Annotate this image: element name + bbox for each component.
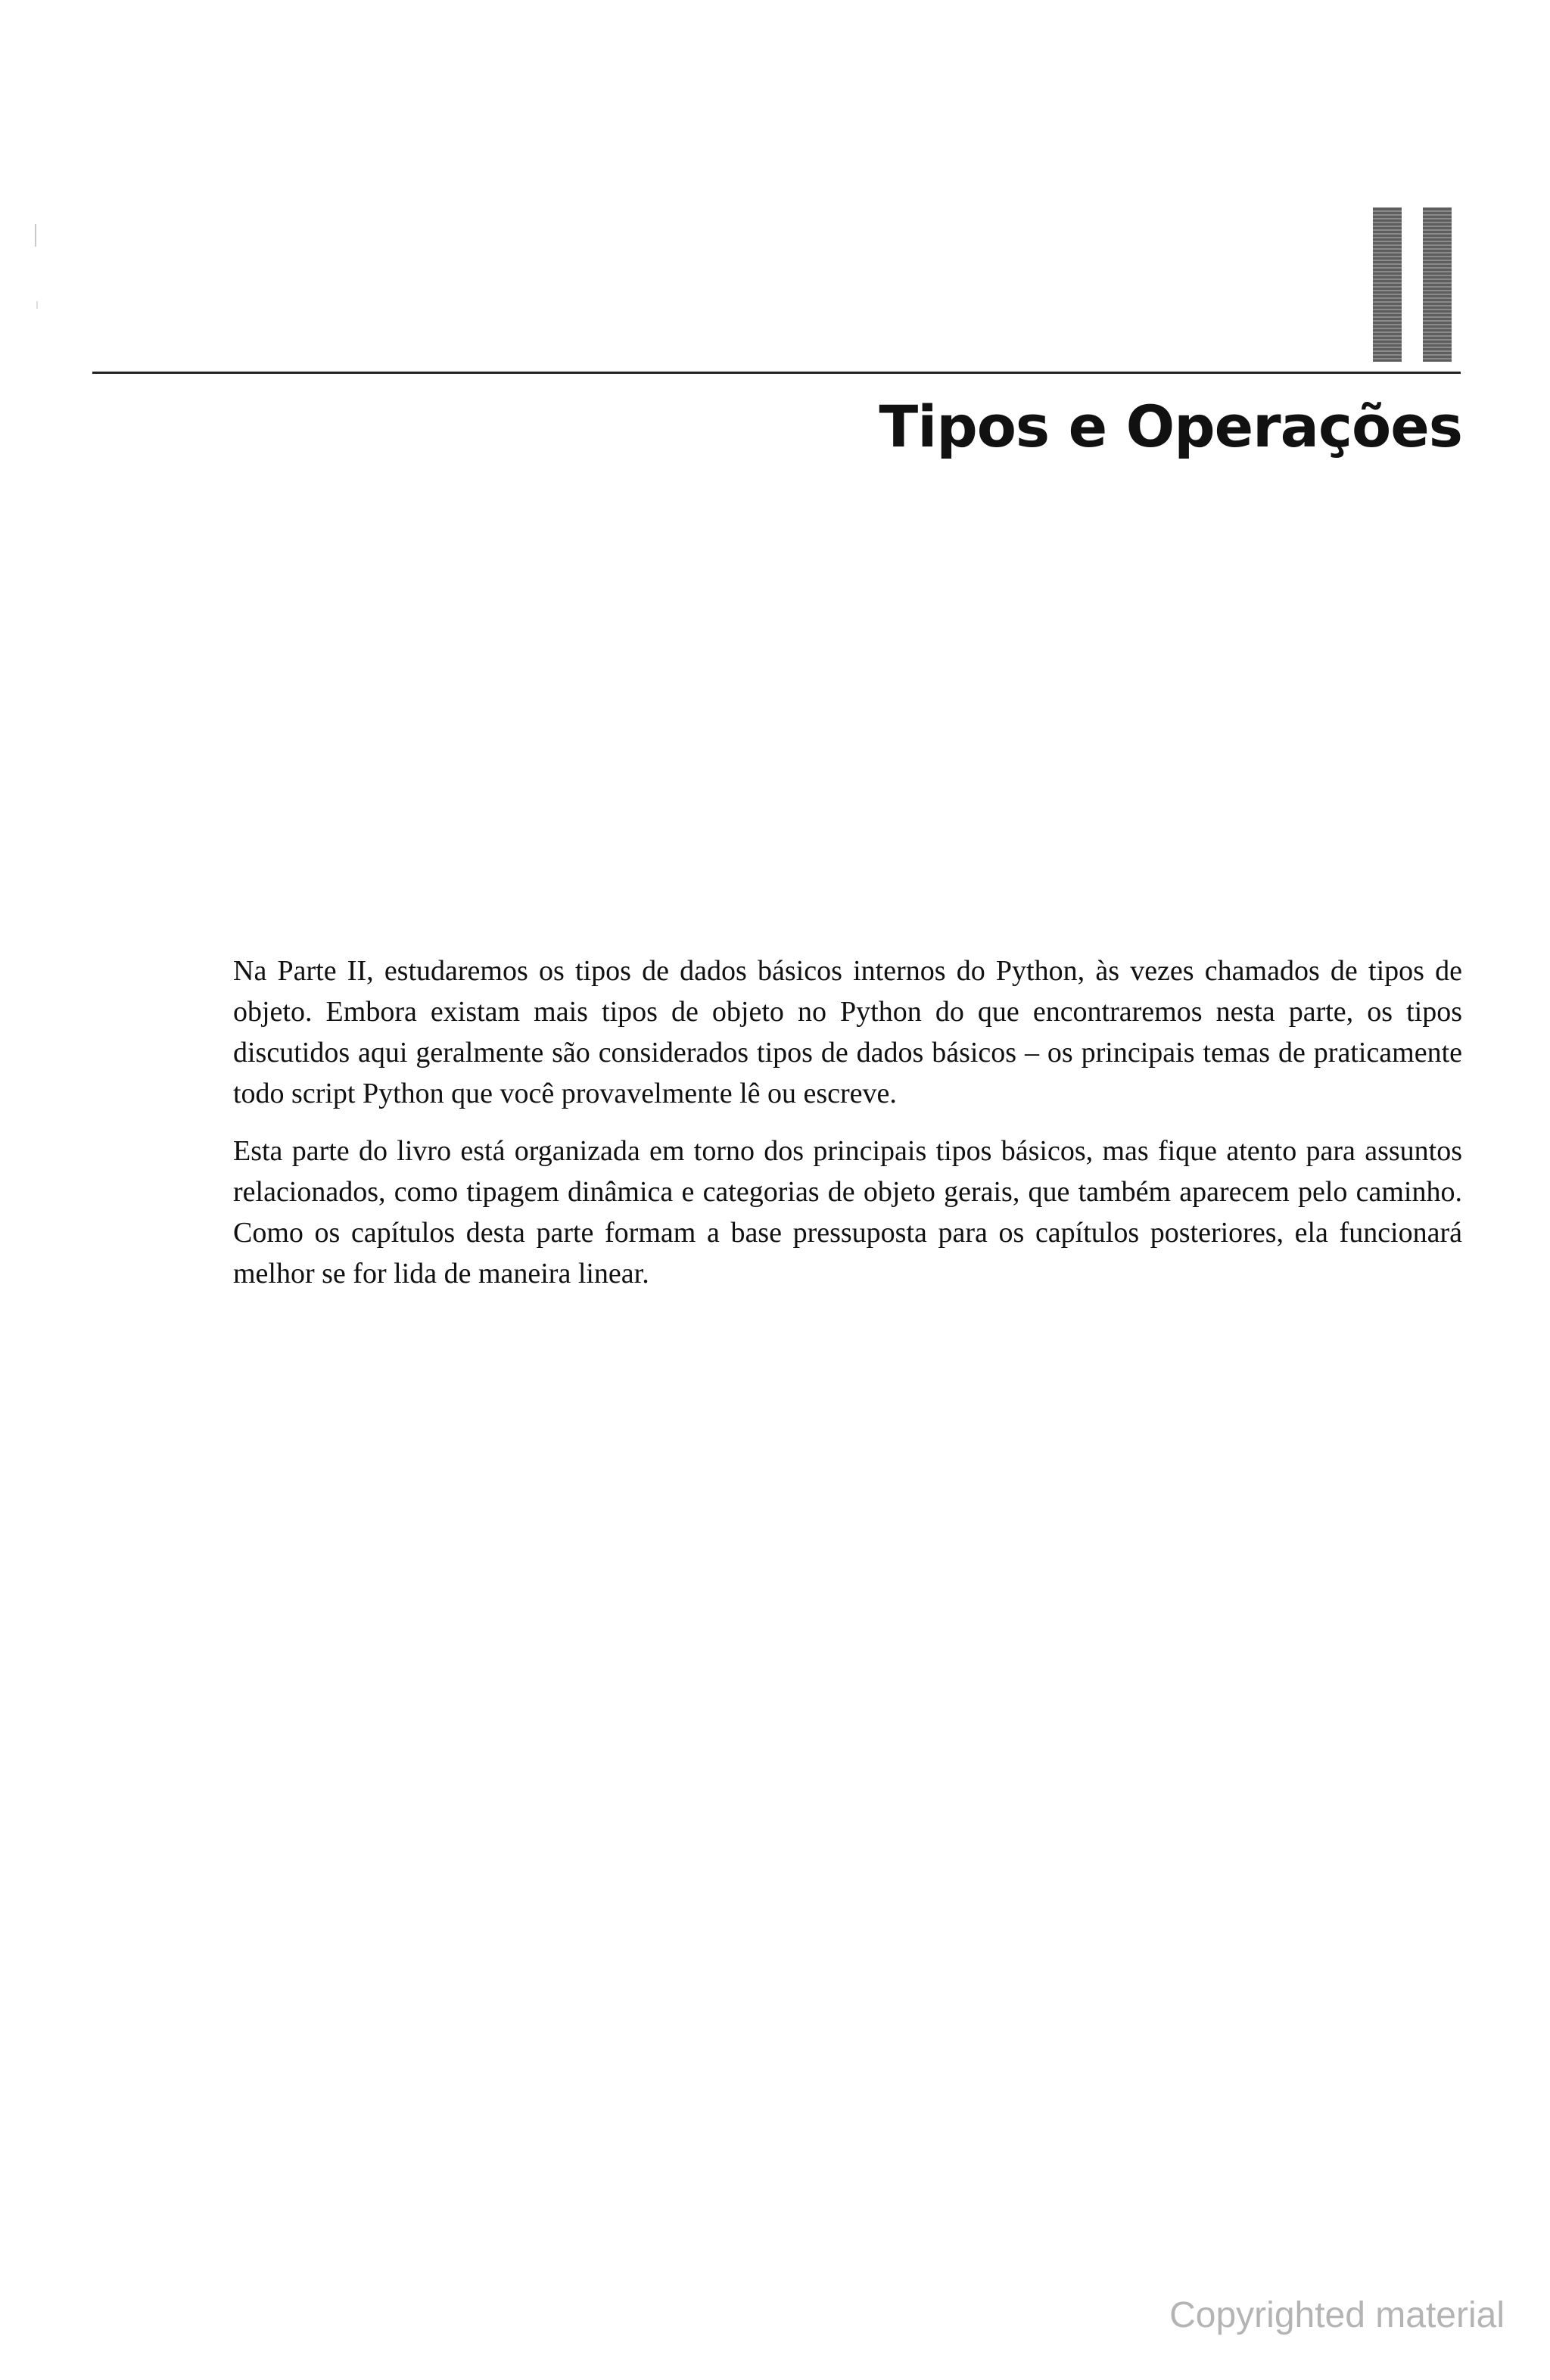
body-text: [233, 950, 1462, 1311]
scan-artifact-mark: [35, 224, 36, 247]
paragraph-intro: Na Parte II, estudaremos os tipos de dados básicos internos do Python, às vezes chamados de tipos de objeto. Embora existam mais tipos de objeto no Python do que encontraremos nesta parte, os tipos discutidos aqui geralmente são considerados tipos de dados básicos – os principais temas de praticamente todo script Python que você provavelmente lê ou escreve.: [233, 955, 1462, 1109]
part-title: Tipos e Operações: [879, 393, 1462, 460]
paragraph-organization: Esta parte do livro está organizada em torno dos principais tipos básicos, mas fique atento para assuntos relacionados, como tipagem dinâmica e categorias de objeto gerais, que também aparecem pelo caminho. Como os capítulos desta parte formam a base pressuposta para os capítulos posteriores, ela funcionará melhor se for lida de maneira linear.: [233, 1135, 1462, 1290]
part-number-bar-left: [1373, 207, 1402, 362]
copyright-watermark: Copyrighted material: [1169, 2295, 1505, 2335]
title-rule: [92, 372, 1461, 374]
scan-artifact-mark: [36, 301, 38, 309]
part-number-graphic: [1373, 207, 1452, 362]
part-number-bar-right: [1423, 207, 1452, 362]
